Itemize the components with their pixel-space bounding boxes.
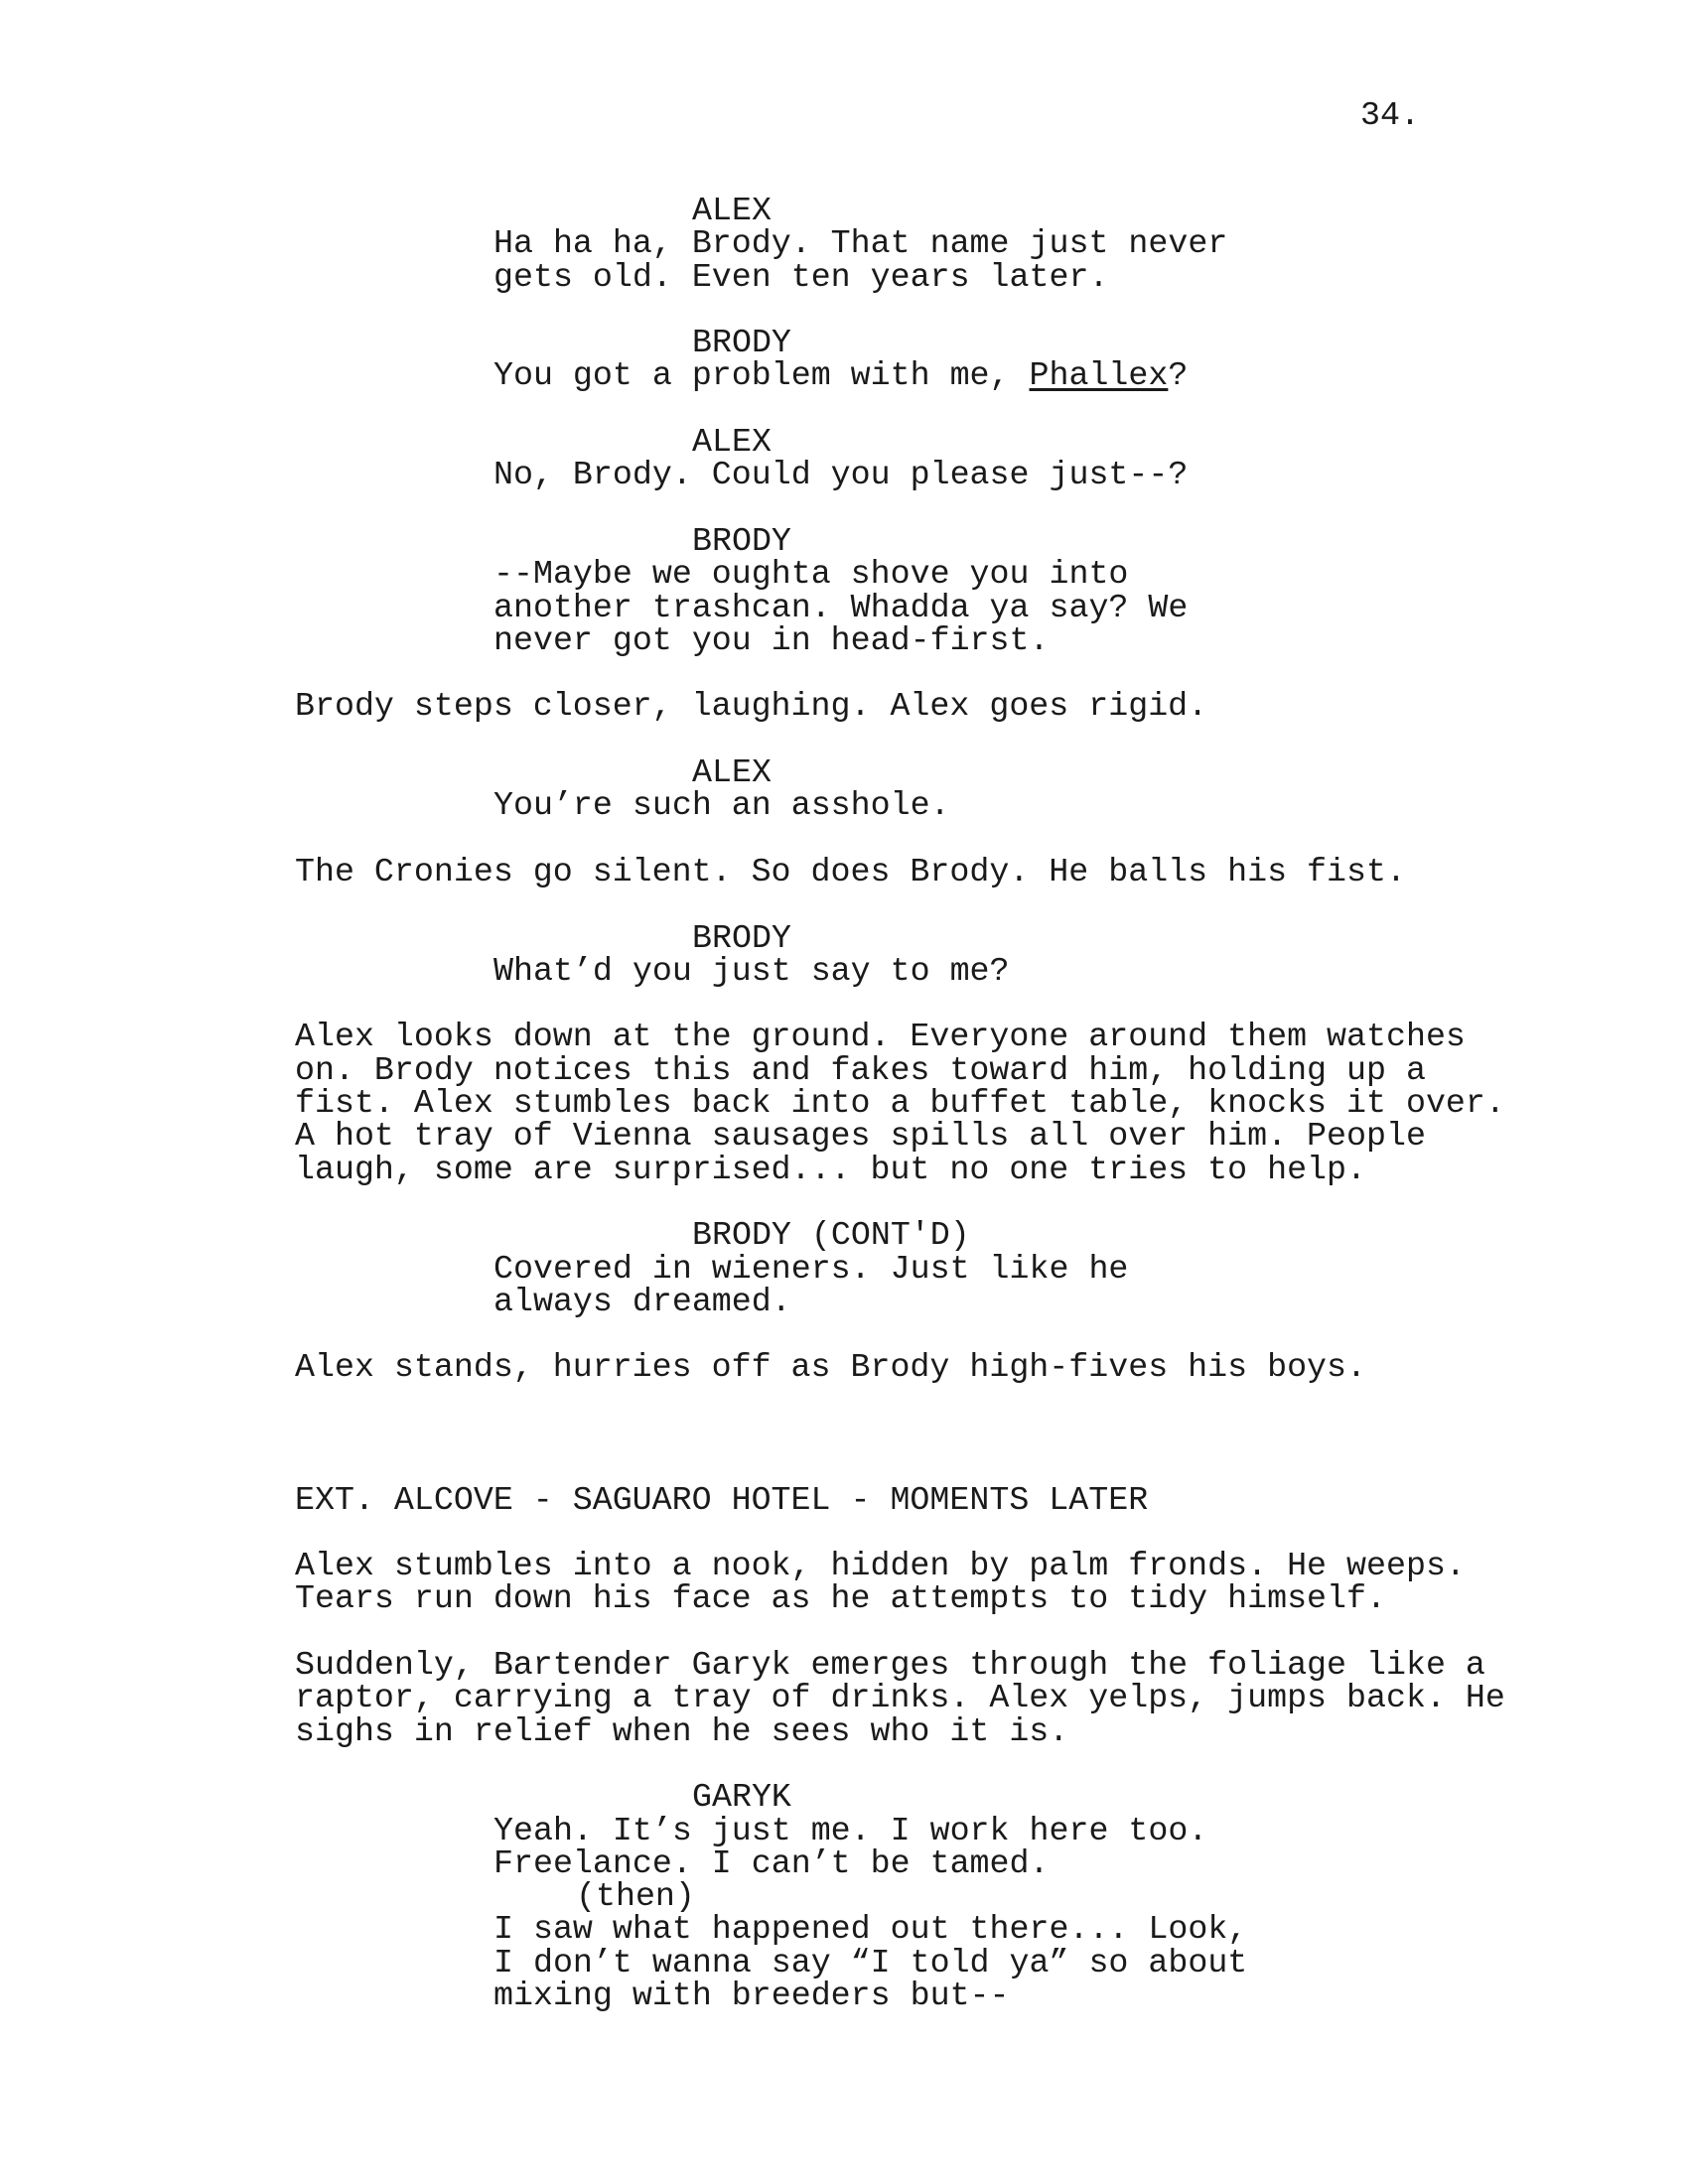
dialogue-line: I saw what happened out there... Look, xyxy=(493,1910,1248,1949)
dialogue-line: Covered in wieners. Just like he xyxy=(493,1249,1129,1288)
dialogue-line: mixing with breeders but-- xyxy=(493,1977,1010,2015)
scene-heading: EXT. ALCOVE - SAGUARO HOTEL - MOMENTS LATER xyxy=(295,1480,1149,1519)
character-name: BRODY xyxy=(692,918,791,957)
character-name: ALEX xyxy=(692,423,772,462)
dialogue-text: You got a problem with me, xyxy=(493,356,1030,395)
action-line: sighs in relief when he sees who it is. xyxy=(295,1711,1069,1750)
dialogue-line: You’re such an asshole. xyxy=(493,786,950,825)
dialogue-line xyxy=(0,356,1688,395)
action-line: on. Brody notices this and fakes toward him, holding up a xyxy=(295,1050,1426,1089)
dialogue-line: Ha ha ha, Brody. That name just never xyxy=(493,224,1228,263)
spacer xyxy=(0,294,1688,327)
spacer xyxy=(0,823,1688,856)
dialogue-line: Freelance. I can’t be tamed. xyxy=(493,1843,1050,1882)
spacer xyxy=(0,988,1688,1021)
spacer xyxy=(0,1318,1688,1351)
page-number: 34. xyxy=(1360,96,1420,134)
dialogue-line: --Maybe we oughta shove you into xyxy=(493,555,1129,594)
action-line: fist. Alex stumbles back into a buffet table, knocks it over. xyxy=(295,1084,1505,1123)
dialogue-text: ? xyxy=(1168,356,1189,395)
character-name: BRODY (CONT'D) xyxy=(692,1216,970,1255)
action-line: Alex looks down at the ground. Everyone around them watches xyxy=(295,1018,1466,1056)
parenthetical: (then) xyxy=(576,1877,695,1916)
spacer xyxy=(0,1186,1688,1219)
spacer xyxy=(0,1517,1688,1550)
dialogue-line: never got you in head-first. xyxy=(493,620,1050,659)
spacer xyxy=(0,1418,1688,1450)
spacer xyxy=(0,657,1688,690)
action-line: Suddenly, Bartender Garyk emerges through the foliage like a xyxy=(295,1646,1485,1685)
action-line: Alex stands, hurries off as Brody high-fives his boys. xyxy=(295,1348,1366,1387)
action-line: Tears run down his face as he attempts to tidy himself. xyxy=(295,1579,1386,1618)
spacer xyxy=(0,1450,1688,1483)
character-name: BRODY xyxy=(692,324,791,362)
spacer xyxy=(0,1616,1688,1649)
action-line: Alex stumbles into a nook, hidden by palm fronds. He weeps. xyxy=(295,1547,1466,1585)
spacer xyxy=(0,492,1688,525)
underlined-word: Phallex xyxy=(1029,356,1169,395)
spacer xyxy=(0,888,1688,921)
spacer xyxy=(0,724,1688,756)
action-line: The Cronies go silent. So does Brody. He balls his fist. xyxy=(295,852,1406,890)
character-name: ALEX xyxy=(692,753,772,792)
action-line: raptor, carrying a tray of drinks. Alex yelps, jumps back. He xyxy=(295,1679,1505,1717)
spacer xyxy=(0,1748,1688,1781)
dialogue-line: another trashcan. Whadda ya say? We xyxy=(493,588,1189,626)
character-name: ALEX xyxy=(692,192,772,229)
dialogue-line: Yeah. It’s just me. I work here too. xyxy=(493,1811,1208,1849)
dialogue-line: always dreamed. xyxy=(493,1282,791,1320)
dialogue-line: gets old. Even ten years later. xyxy=(493,257,1109,296)
action-line: Brody steps closer, laughing. Alex goes rigid. xyxy=(295,687,1208,726)
character-name: BRODY xyxy=(692,521,791,560)
dialogue-line: What’d you just say to me? xyxy=(493,951,1010,990)
action-line: laugh, some are surprised... but no one tries to help. xyxy=(295,1150,1366,1188)
dialogue-line: I don’t wanna say “I told ya” so about xyxy=(493,1943,1248,1981)
action-line: A hot tray of Vienna sausages spills all over him. People xyxy=(295,1117,1426,1156)
page-content xyxy=(0,192,1688,2015)
character-name: GARYK xyxy=(692,1778,791,1817)
spacer xyxy=(0,393,1688,426)
dialogue-line: No, Brody. Could you please just--? xyxy=(493,456,1189,494)
spacer xyxy=(0,1385,1688,1418)
